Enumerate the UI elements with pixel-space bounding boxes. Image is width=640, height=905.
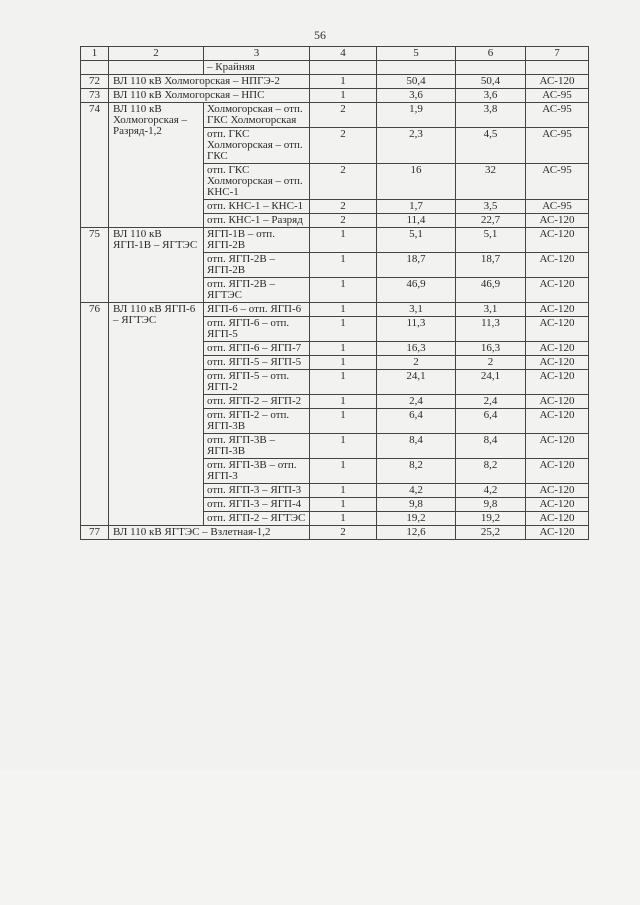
header-cell: 1 [81, 47, 109, 61]
segment-name: отп. КНС-1 – Разряд [204, 214, 310, 228]
header-cell: 7 [526, 47, 589, 61]
wire-type: АС-120 [526, 434, 589, 459]
table-row [81, 526, 589, 540]
segment-length: 3,1 [377, 303, 456, 317]
circuits-count: 2 [310, 200, 377, 214]
segment-length: 16,3 [377, 342, 456, 356]
wire-type: АС-120 [526, 75, 589, 89]
segment-name: ЯГП-6 – отп. ЯГП-6 [204, 303, 310, 317]
segment-name: ЯГП-1В – отп. ЯГП-2В [204, 228, 310, 253]
circuits-count: 2 [310, 214, 377, 228]
wire-type: АС-120 [526, 370, 589, 395]
segment-length: 3,6 [377, 89, 456, 103]
circuits-count [310, 61, 377, 75]
total-length: 46,9 [456, 278, 526, 303]
segment-length: 18,7 [377, 253, 456, 278]
segment-name: отп. ГКС Холмогорская – отп. КНС-1 [204, 164, 310, 200]
wire-type: АС-120 [526, 459, 589, 484]
wire-type: АС-120 [526, 526, 589, 540]
wire-type [526, 61, 589, 75]
wire-type: АС-120 [526, 303, 589, 317]
row-number: 77 [81, 526, 109, 540]
total-length: 32 [456, 164, 526, 200]
segment-name: отп. ЯГП-2 – ЯГТЭС [204, 512, 310, 526]
row-number: 73 [81, 89, 109, 103]
wire-type: АС-120 [526, 214, 589, 228]
wire-type: АС-120 [526, 356, 589, 370]
row-number: 74 [81, 103, 109, 228]
total-length: 3,1 [456, 303, 526, 317]
wire-type: АС-95 [526, 164, 589, 200]
circuits-count: 1 [310, 342, 377, 356]
total-length: 6,4 [456, 409, 526, 434]
total-length: 3,5 [456, 200, 526, 214]
segment-name: отп. ЯГП-2 – ЯГП-2 [204, 395, 310, 409]
row-number: 76 [81, 303, 109, 526]
segment-name: отп. ЯГП-6 – отп. ЯГП-5 [204, 317, 310, 342]
segment-name: отп. ЯГП-2В – ЯГТЭС [204, 278, 310, 303]
total-length: 4,5 [456, 128, 526, 164]
total-length: 24,1 [456, 370, 526, 395]
total-length: 22,7 [456, 214, 526, 228]
total-length: 16,3 [456, 342, 526, 356]
wire-type: АС-95 [526, 128, 589, 164]
table-row [81, 75, 589, 89]
circuits-count: 1 [310, 434, 377, 459]
row-number: 75 [81, 228, 109, 303]
circuits-count: 1 [310, 498, 377, 512]
segment-name: отп. ЯГП-3 – ЯГП-4 [204, 498, 310, 512]
row-number [81, 61, 109, 75]
line-name: ВЛ 110 кВ ЯГТЭС – Взлетная-1,2 [109, 526, 310, 540]
circuits-count: 2 [310, 526, 377, 540]
row-number: 72 [81, 75, 109, 89]
line-name: ВЛ 110 кВ ЯГП-1В – ЯГТЭС [109, 228, 204, 303]
circuits-count: 1 [310, 317, 377, 342]
line-name: ВЛ 110 кВ Холмогорская – НПГЭ-2 [109, 75, 310, 89]
total-length: 11,3 [456, 317, 526, 342]
table-row [81, 103, 589, 128]
wire-type: АС-120 [526, 278, 589, 303]
segment-name: отп. ЯГП-6 – ЯГП-7 [204, 342, 310, 356]
segment-length: 2,3 [377, 128, 456, 164]
wire-type: АС-120 [526, 317, 589, 342]
segment-name: отп. ЯГП-2 – отп. ЯГП-3В [204, 409, 310, 434]
header-cell: 5 [377, 47, 456, 61]
wire-type: АС-120 [526, 395, 589, 409]
segment-name: отп. ЯГП-3В – отп. ЯГП-3 [204, 459, 310, 484]
segment-length: 2 [377, 356, 456, 370]
segment-length: 11,3 [377, 317, 456, 342]
wire-type: АС-95 [526, 89, 589, 103]
segment-length: 50,4 [377, 75, 456, 89]
segment-name: отп. КНС-1 – КНС-1 [204, 200, 310, 214]
segment-length: 9,8 [377, 498, 456, 512]
total-length: 3,8 [456, 103, 526, 128]
segment-length: 19,2 [377, 512, 456, 526]
segment-name: отп. ЯГП-3 – ЯГП-3 [204, 484, 310, 498]
total-length: 2,4 [456, 395, 526, 409]
wire-type: АС-95 [526, 103, 589, 128]
lines-table [80, 46, 589, 540]
segment-length: 1,9 [377, 103, 456, 128]
circuits-count: 1 [310, 484, 377, 498]
wire-type: АС-120 [526, 484, 589, 498]
total-length: 19,2 [456, 512, 526, 526]
segment-name: отп. ЯГП-3В – ЯГП-3В [204, 434, 310, 459]
segment-length: 4,2 [377, 484, 456, 498]
total-length: 50,4 [456, 75, 526, 89]
circuits-count: 1 [310, 253, 377, 278]
circuits-count: 1 [310, 356, 377, 370]
line-name: ВЛ 110 кВ Холмогорская – НПС [109, 89, 310, 103]
wire-type: АС-120 [526, 228, 589, 253]
total-length: 4,2 [456, 484, 526, 498]
segment-length: 2,4 [377, 395, 456, 409]
circuits-count: 2 [310, 128, 377, 164]
circuits-count: 1 [310, 459, 377, 484]
circuits-count: 1 [310, 370, 377, 395]
total-length: 8,4 [456, 434, 526, 459]
header-cell: 3 [204, 47, 310, 61]
total-length: 5,1 [456, 228, 526, 253]
segment-length: 8,2 [377, 459, 456, 484]
circuits-count: 1 [310, 395, 377, 409]
circuits-count: 1 [310, 228, 377, 253]
circuits-count: 2 [310, 164, 377, 200]
wire-type: АС-120 [526, 253, 589, 278]
segment-name: отп. ЯГП-2В – ЯГП-2В [204, 253, 310, 278]
wire-type: АС-120 [526, 512, 589, 526]
wire-type: АС-120 [526, 342, 589, 356]
segment-name: отп. ЯГП-5 – ЯГП-5 [204, 356, 310, 370]
line-name: ВЛ 110 кВ ЯГП-6 – ЯГТЭС [109, 303, 204, 526]
wire-type: АС-120 [526, 498, 589, 512]
segment-length: 46,9 [377, 278, 456, 303]
circuits-count: 2 [310, 103, 377, 128]
total-length: 9,8 [456, 498, 526, 512]
total-length: 3,6 [456, 89, 526, 103]
circuits-count: 1 [310, 278, 377, 303]
segment-length: 6,4 [377, 409, 456, 434]
segment-length: 16 [377, 164, 456, 200]
wire-type: АС-95 [526, 200, 589, 214]
table-row [81, 61, 589, 75]
total-length: 2 [456, 356, 526, 370]
header-row [81, 47, 589, 61]
line-name: ВЛ 110 кВ Холмогорская – Разряд-1,2 [109, 103, 204, 228]
segment-length: 11,4 [377, 214, 456, 228]
total-length: 8,2 [456, 459, 526, 484]
header-cell: 4 [310, 47, 377, 61]
segment-name: отп. ГКС Холмогорская – отп. ГКС [204, 128, 310, 164]
header-cell: 6 [456, 47, 526, 61]
segment-length: 12,6 [377, 526, 456, 540]
segment-length: 1,7 [377, 200, 456, 214]
segment-length [377, 61, 456, 75]
wire-type: АС-120 [526, 409, 589, 434]
circuits-count: 1 [310, 303, 377, 317]
segment-length: 24,1 [377, 370, 456, 395]
table-row [81, 228, 589, 253]
segment-length: 5,1 [377, 228, 456, 253]
segment-name: – Крайняя [204, 61, 310, 75]
total-length: 25,2 [456, 526, 526, 540]
circuits-count: 1 [310, 512, 377, 526]
table-row [81, 303, 589, 317]
circuits-count: 1 [310, 89, 377, 103]
total-length: 18,7 [456, 253, 526, 278]
header-cell: 2 [109, 47, 204, 61]
segment-name: отп. ЯГП-5 – отп. ЯГП-2 [204, 370, 310, 395]
line-name [109, 61, 204, 75]
table-row [81, 89, 589, 103]
page-number: 56 [314, 28, 326, 42]
segment-name: Холмогорская – отп. ГКС Холмогорская [204, 103, 310, 128]
segment-length: 8,4 [377, 434, 456, 459]
total-length [456, 61, 526, 75]
circuits-count: 1 [310, 75, 377, 89]
circuits-count: 1 [310, 409, 377, 434]
